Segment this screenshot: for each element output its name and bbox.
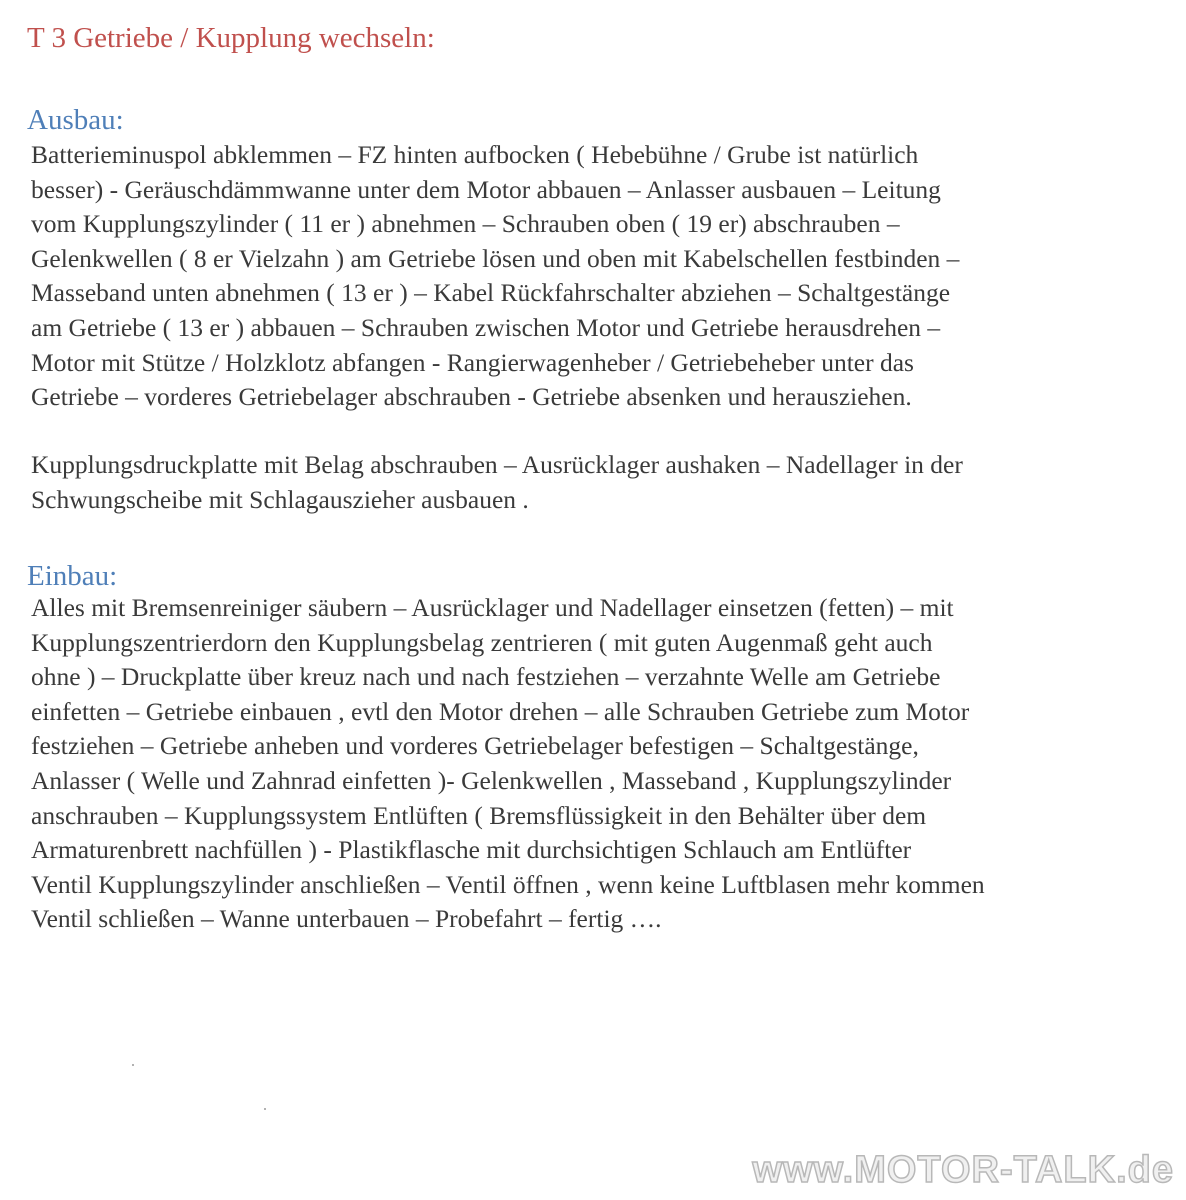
text-line: einfetten – Getriebe einbauen , evtl den Motor drehen – alle Schrauben Getriebe zum Motor (31, 696, 970, 726)
einbau-paragraph (31, 591, 985, 937)
text-line: Getriebe – vorderes Getriebelager abschrauben - Getriebe absenken und herausziehen. (31, 382, 912, 412)
text-line: besser) - Geräuschdämmwanne unter dem Motor abbauen – Anlasser ausbauen – Leitung (31, 174, 941, 204)
text-line: Ventil schließen – Wanne unterbauen – Probefahrt – fertig …. (31, 904, 662, 934)
text-line: Alles mit Bremsenreiniger säubern – Ausrücklager und Nadellager einsetzen (fetten) – mit (31, 593, 954, 622)
text-line: am Getriebe ( 13 er ) abbauen – Schrauben zwischen Motor und Getriebe herausdrehen – (31, 312, 941, 342)
text-line: Masseband unten abnehmen ( 13 er ) – Kabel Rückfahrschalter abziehen – Schaltgestänge (31, 278, 951, 308)
text-line: vom Kupplungszylinder ( 11 er ) abnehmen – Schrauben oben ( 19 er) abschrauben – (31, 209, 900, 239)
section-heading-einbau: Einbau: (27, 560, 118, 592)
text-line: Schwungscheibe mit Schlagauszieher ausbauen . (31, 484, 529, 514)
watermark: www.MOTOR-TALK.de (752, 1149, 1174, 1191)
text-line: festziehen – Getriebe anheben und vorderes Getriebelager befestigen – Schaltgestänge, (31, 731, 919, 761)
text-line: Motor mit Stütze / Holzklotz abfangen - Rangierwagenheber / Getriebeheber unter das (31, 347, 914, 377)
scan-speck (264, 1108, 266, 1110)
ausbau-paragraph-1 (31, 138, 959, 415)
text-line: Gelenkwellen ( 8 er Vielzahn ) am Getriebe lösen und oben mit Kabelschellen festbinden – (31, 243, 960, 273)
section-heading-ausbau: Ausbau: (27, 104, 124, 136)
scan-speck (132, 1064, 134, 1066)
text-line: Anlasser ( Welle und Zahnrad einfetten )- Gelenkwellen , Masseband , Kupplungszylinder (31, 765, 952, 795)
text-line: Batterieminuspol abklemmen – FZ hinten aufbocken ( Hebebühne / Grube ist natürlich (31, 140, 919, 169)
text-line: Armaturenbrett nachfüllen ) - Plastikflasche mit durchsichtigen Schlauch am Entlüfter (31, 835, 912, 865)
text-line: Kupplungsdruckplatte mit Belag abschrauben – Ausrücklager aushaken – Nadellager in der (31, 450, 963, 479)
text-line: Ventil Kupplungszylinder anschließen – Ventil öffnen , wenn keine Luftblasen mehr kommen (31, 869, 985, 899)
document-title: T 3 Getriebe / Kupplung wechseln: (27, 22, 435, 54)
text-line: anschrauben – Kupplungssystem Entlüften ( Bremsflüssigkeit in den Behälter über dem (31, 800, 927, 830)
ausbau-paragraph-2 (31, 448, 963, 517)
text-line: ohne ) – Druckplatte über kreuz nach und nach festziehen – verzahnte Welle am Getriebe (31, 662, 941, 692)
text-line: Kupplungszentrierdorn den Kupplungsbelag zentrieren ( mit guten Augenmaß geht auch (31, 627, 933, 657)
